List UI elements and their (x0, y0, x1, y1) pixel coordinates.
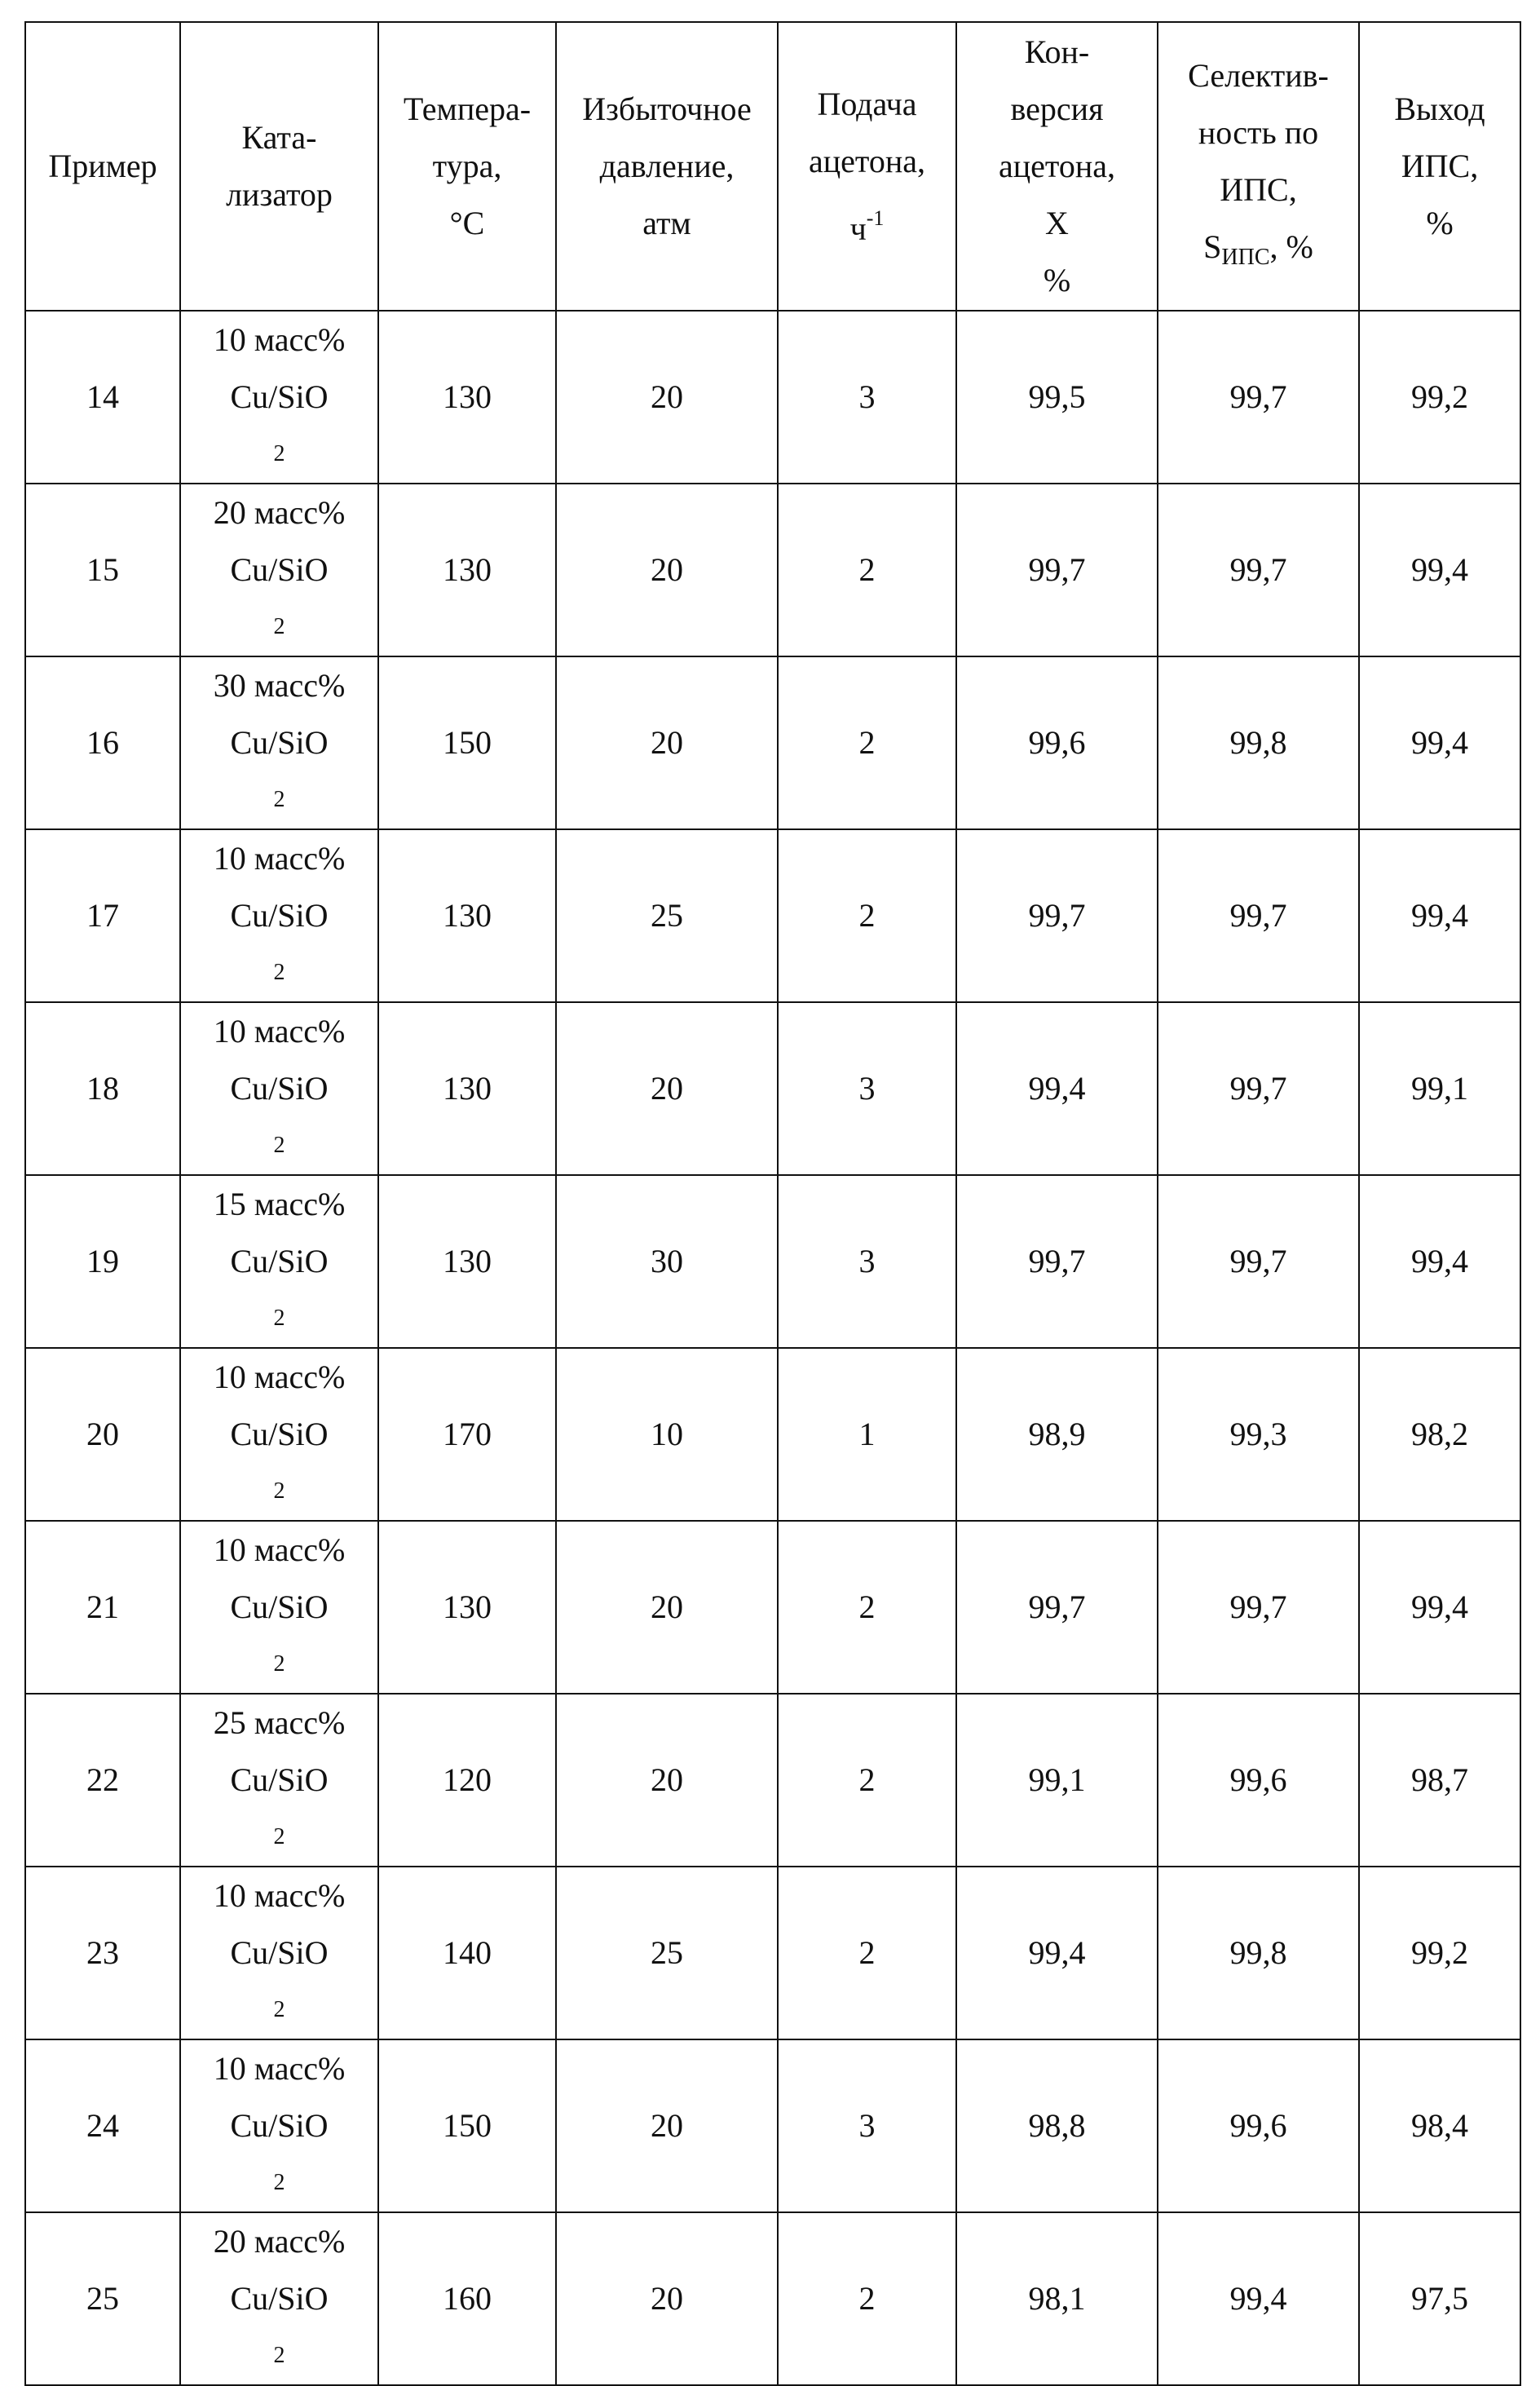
header-selectivity-line: Селектив- (1188, 56, 1329, 94)
cell-pressure: 20 (556, 484, 778, 656)
cell-temperature: 170 (378, 1348, 556, 1521)
header-pressure-line: атм (642, 205, 691, 241)
cell-temperature: 120 (378, 1694, 556, 1867)
cell-conversion: 99,7 (956, 1175, 1158, 1348)
catalyst-formula (181, 1579, 377, 1693)
catalyst-formula (181, 1924, 377, 2039)
table-row (25, 1521, 1520, 1694)
table-body (25, 311, 1520, 2385)
header-selectivity-line: ИПС, (1220, 170, 1297, 208)
catalyst-mass: 10 масс% (213, 1359, 346, 1395)
cell-acetone-feed: 2 (778, 484, 956, 656)
cell-selectivity: 99,4 (1158, 2212, 1359, 2385)
cell-catalyst (180, 2039, 378, 2212)
cell-selectivity: 99,3 (1158, 1348, 1359, 1521)
header-pressure-line: Избыточное (582, 91, 752, 127)
cell-selectivity: 99,6 (1158, 1694, 1359, 1867)
catalyst-formula-subscript: 2 (273, 1478, 285, 1504)
cell-acetone-feed: 3 (778, 1175, 956, 1348)
cell-pressure: 20 (556, 1521, 778, 1694)
header-yield-line: Выход (1394, 91, 1485, 127)
cell-pressure: 20 (556, 656, 778, 829)
header-catalyst-line: Ката- (241, 119, 317, 156)
catalyst-mass: 10 масс% (213, 2050, 346, 2087)
cell-acetone-feed: 2 (778, 1694, 956, 1867)
cell-catalyst (180, 1175, 378, 1348)
catalyst-formula (181, 714, 377, 828)
catalyst-formula (181, 1406, 377, 1520)
header-selectivity-symbol (1158, 219, 1358, 286)
cell-yield: 99,4 (1359, 656, 1520, 829)
cell-conversion: 98,9 (956, 1348, 1158, 1521)
catalyst-formula-base: Cu/SiO (230, 1416, 329, 1452)
catalyst-formula (181, 369, 377, 483)
catalyst-formula-base: Cu/SiO (230, 2107, 329, 2144)
catalyst-formula-subscript: 2 (273, 960, 285, 985)
cell-example: 15 (25, 484, 180, 656)
header-feed-unit (779, 190, 955, 258)
table-row (25, 1867, 1520, 2039)
cell-selectivity: 99,7 (1158, 1002, 1359, 1175)
cell-catalyst (180, 484, 378, 656)
catalyst-formula-subscript: 2 (273, 787, 285, 812)
cell-selectivity: 99,7 (1158, 484, 1359, 656)
cell-acetone-feed: 2 (778, 1521, 956, 1694)
cell-temperature: 130 (378, 484, 556, 656)
catalyst-formula-base: Cu/SiO (230, 551, 329, 588)
selectivity-symbol-unit: , % (1269, 228, 1313, 265)
catalyst-formula (181, 2270, 377, 2384)
cell-acetone-feed: 3 (778, 1002, 956, 1175)
selectivity-symbol-subscript: ИПС (1221, 244, 1270, 270)
header-conversion-line: версия (1010, 91, 1104, 127)
header-row (25, 22, 1520, 311)
cell-acetone-feed: 2 (778, 829, 956, 1002)
cell-yield: 99,2 (1359, 1867, 1520, 2039)
cell-temperature: 130 (378, 311, 556, 484)
header-selectivity-line: ность по (1198, 113, 1319, 151)
feed-unit-text: ч (849, 210, 867, 247)
cell-catalyst (180, 2212, 378, 2385)
catalyst-formula-subscript: 2 (273, 1997, 285, 2022)
header-feed-line: ацетона, (808, 142, 926, 179)
catalyst-mass: 10 масс% (213, 1877, 346, 1914)
cell-temperature: 150 (378, 656, 556, 829)
catalyst-formula-base: Cu/SiO (230, 1934, 329, 1971)
catalyst-formula-subscript: 2 (273, 2170, 285, 2195)
cell-acetone-feed: 2 (778, 656, 956, 829)
cell-acetone-feed: 3 (778, 2039, 956, 2212)
cell-pressure: 30 (556, 1175, 778, 1348)
cell-yield: 98,2 (1359, 1348, 1520, 1521)
cell-catalyst (180, 1002, 378, 1175)
cell-pressure: 20 (556, 2212, 778, 2385)
results-table (24, 21, 1521, 2386)
catalyst-mass: 30 масс% (213, 667, 346, 704)
selectivity-symbol-s: S (1203, 228, 1222, 265)
catalyst-formula (181, 2097, 377, 2211)
cell-selectivity: 99,8 (1158, 1867, 1359, 2039)
table-row (25, 484, 1520, 656)
cell-selectivity: 99,6 (1158, 2039, 1359, 2212)
table-row (25, 1694, 1520, 1867)
cell-conversion: 98,1 (956, 2212, 1158, 2385)
cell-example: 16 (25, 656, 180, 829)
cell-conversion: 99,7 (956, 484, 1158, 656)
cell-acetone-feed: 1 (778, 1348, 956, 1521)
cell-pressure: 10 (556, 1348, 778, 1521)
header-temperature-line: Темпера- (403, 91, 532, 127)
catalyst-formula-base: Cu/SiO (230, 2280, 329, 2317)
header-example (25, 22, 180, 311)
catalyst-formula (181, 1752, 377, 1866)
table-row (25, 656, 1520, 829)
cell-catalyst (180, 311, 378, 484)
cell-pressure: 20 (556, 1694, 778, 1867)
cell-conversion: 99,4 (956, 1867, 1158, 2039)
cell-conversion: 99,7 (956, 829, 1158, 1002)
catalyst-formula-base: Cu/SiO (230, 1761, 329, 1798)
cell-yield: 99,1 (1359, 1002, 1520, 1175)
table-row (25, 2039, 1520, 2212)
catalyst-mass: 25 масс% (213, 1704, 346, 1741)
cell-conversion: 99,4 (956, 1002, 1158, 1175)
cell-temperature: 160 (378, 2212, 556, 2385)
cell-yield: 99,4 (1359, 1521, 1520, 1694)
header-acetone-feed (778, 22, 956, 311)
cell-selectivity: 99,7 (1158, 1175, 1359, 1348)
cell-conversion: 99,7 (956, 1521, 1158, 1694)
cell-acetone-feed: 3 (778, 311, 956, 484)
cell-catalyst (180, 1694, 378, 1867)
header-example-line: Пример (48, 148, 157, 184)
header-conversion-line: Кон- (1024, 33, 1090, 70)
cell-acetone-feed: 2 (778, 1867, 956, 2039)
cell-yield: 98,4 (1359, 2039, 1520, 2212)
catalyst-mass: 10 масс% (213, 840, 346, 877)
cell-example: 17 (25, 829, 180, 1002)
cell-yield: 99,2 (1359, 311, 1520, 484)
cell-selectivity: 99,8 (1158, 656, 1359, 829)
catalyst-formula (181, 887, 377, 1001)
header-feed-line: Подача (817, 85, 917, 122)
feed-unit-exponent: -1 (866, 205, 885, 230)
header-pressure (556, 22, 778, 311)
catalyst-formula-subscript: 2 (273, 441, 285, 466)
cell-example: 21 (25, 1521, 180, 1694)
catalyst-formula-base: Cu/SiO (230, 1588, 329, 1625)
catalyst-formula (181, 1060, 377, 1174)
header-temperature-line: тура, (432, 148, 502, 184)
header-selectivity (1158, 22, 1359, 311)
header-catalyst (180, 22, 378, 311)
catalyst-mass: 20 масс% (213, 2223, 346, 2260)
cell-acetone-feed: 2 (778, 2212, 956, 2385)
cell-example: 20 (25, 1348, 180, 1521)
header-yield-line: ИПС, (1401, 148, 1479, 184)
cell-pressure: 20 (556, 1002, 778, 1175)
header-temperature-line: °С (449, 205, 485, 241)
cell-selectivity: 99,7 (1158, 311, 1359, 484)
cell-example: 18 (25, 1002, 180, 1175)
table-row (25, 1175, 1520, 1348)
cell-conversion: 99,6 (956, 656, 1158, 829)
catalyst-formula-subscript: 2 (273, 2343, 285, 2368)
catalyst-mass: 20 масс% (213, 494, 346, 531)
table-row (25, 2212, 1520, 2385)
cell-yield: 99,4 (1359, 1175, 1520, 1348)
cell-pressure: 25 (556, 1867, 778, 2039)
catalyst-formula-subscript: 2 (273, 1651, 285, 1677)
cell-yield: 98,7 (1359, 1694, 1520, 1867)
catalyst-formula-base: Cu/SiO (230, 1243, 329, 1279)
cell-yield: 99,4 (1359, 829, 1520, 1002)
table-row (25, 1348, 1520, 1521)
cell-catalyst (180, 829, 378, 1002)
cell-example: 19 (25, 1175, 180, 1348)
cell-catalyst (180, 1867, 378, 2039)
cell-catalyst (180, 1521, 378, 1694)
catalyst-formula-subscript: 2 (273, 614, 285, 639)
header-yield-line: % (1426, 205, 1454, 241)
catalyst-formula-subscript: 2 (273, 1133, 285, 1158)
cell-pressure: 25 (556, 829, 778, 1002)
cell-temperature: 130 (378, 1521, 556, 1694)
catalyst-mass: 10 масс% (213, 321, 346, 358)
header-conversion-line: ацетона, (998, 148, 1116, 184)
header-catalyst-line: лизатор (226, 176, 333, 213)
cell-pressure: 20 (556, 2039, 778, 2212)
catalyst-mass: 10 масс% (213, 1531, 346, 1568)
cell-conversion: 99,1 (956, 1694, 1158, 1867)
catalyst-formula-base: Cu/SiO (230, 1070, 329, 1107)
catalyst-formula-base: Cu/SiO (230, 378, 329, 415)
header-conversion (956, 22, 1158, 311)
cell-example: 22 (25, 1694, 180, 1867)
cell-temperature: 140 (378, 1867, 556, 2039)
catalyst-formula-base: Cu/SiO (230, 897, 329, 934)
cell-yield: 97,5 (1359, 2212, 1520, 2385)
header-conversion-line: X (1045, 205, 1069, 241)
catalyst-formula-base: Cu/SiO (230, 724, 329, 761)
cell-selectivity: 99,7 (1158, 829, 1359, 1002)
header-pressure-line: давление, (599, 148, 735, 184)
header-conversion-line: % (1043, 262, 1071, 298)
table-row (25, 829, 1520, 1002)
cell-example: 24 (25, 2039, 180, 2212)
catalyst-formula (181, 541, 377, 656)
cell-temperature: 130 (378, 829, 556, 1002)
cell-catalyst (180, 1348, 378, 1521)
cell-catalyst (180, 656, 378, 829)
catalyst-formula (181, 1233, 377, 1347)
cell-yield: 99,4 (1359, 484, 1520, 656)
cell-conversion: 98,8 (956, 2039, 1158, 2212)
catalyst-mass: 15 масс% (213, 1186, 346, 1222)
cell-example: 25 (25, 2212, 180, 2385)
header-yield (1359, 22, 1520, 311)
cell-temperature: 130 (378, 1175, 556, 1348)
table-row (25, 1002, 1520, 1175)
catalyst-formula-subscript: 2 (273, 1824, 285, 1849)
catalyst-formula-subscript: 2 (273, 1306, 285, 1331)
header-temperature (378, 22, 556, 311)
table-row (25, 311, 1520, 484)
cell-example: 14 (25, 311, 180, 484)
cell-pressure: 20 (556, 311, 778, 484)
cell-example: 23 (25, 1867, 180, 2039)
cell-conversion: 99,5 (956, 311, 1158, 484)
catalyst-mass: 10 масс% (213, 1013, 346, 1049)
cell-selectivity: 99,7 (1158, 1521, 1359, 1694)
cell-temperature: 150 (378, 2039, 556, 2212)
cell-temperature: 130 (378, 1002, 556, 1175)
